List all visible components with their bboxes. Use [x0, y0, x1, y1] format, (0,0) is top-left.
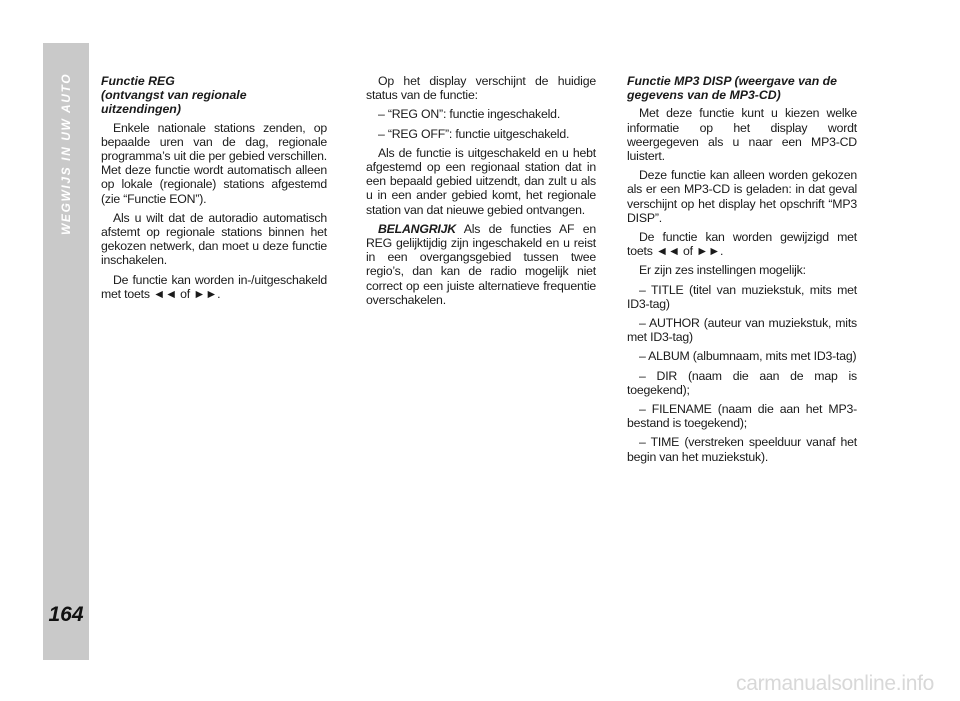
page-number: 164	[48, 603, 84, 626]
list-item: – “REG ON”: functie ingeschakeld.	[378, 107, 561, 122]
reg-heading	[101, 74, 327, 117]
reg-heading-line1: Functie REG	[101, 74, 175, 88]
paragraph: Deze functie kan alleen worden gekozen als er een MP3-CD is geladen: in dat geval verschijnt op het display het opschrift “MP3 DISP”.	[627, 168, 857, 225]
list-item: – DIR (naam die aan de map is toegekend);	[627, 368, 857, 397]
section-title: WEGWIJS IN UW AUTO	[59, 73, 73, 236]
column-middle	[366, 74, 596, 312]
paragraph: Op het display verschijnt de huidige status van de functie:	[366, 74, 596, 103]
list-item: – FILENAME (naam die aan het MP3-bestand is toegekend);	[627, 402, 857, 431]
paragraph: Als u wilt dat de autoradio automatisch afstemt op regionale stations binnen het gekozen netwerk, dan moet u deze functie inschakelen.	[101, 210, 327, 268]
paragraph: Er zijn zes instellingen mogelijk:	[639, 263, 806, 278]
mp3-disp-heading: Functie MP3 DISP (weergave van de gegevens van de MP3-CD)	[627, 74, 838, 103]
important-text: Als de functies AF en REG gelijktijdig zijn ingeschakeld en u reist in een overgangsgebied tussen twee regio’s, dan kan de radio mogelijk niet correct op een juiste alternatieve frequentie overschakelen.	[366, 221, 596, 307]
important-label: BELANGRIJK	[378, 221, 456, 236]
reg-heading-line2: (ontvangst van regionale uitzendingen)	[101, 88, 247, 117]
list-item: – “REG OFF”: functie uitgeschakeld.	[378, 126, 570, 141]
list-item: – AUTHOR (auteur van muziekstuk, mits met ID3-tag)	[627, 316, 857, 345]
paragraph: De functie kan worden gewijzigd met toets ◄◄ of ►►.	[627, 230, 857, 259]
list-item: – TIME (verstreken speelduur vanaf het begin van het muziekstuk).	[627, 435, 857, 464]
column-right	[627, 74, 857, 469]
paragraph: Als de functie is uitgeschakeld en u hebt afgestemd op een regionaal station dat in een bepaald gebied uitzendt, dan zult u als u in een ander gebied komt, het regionale station van dat nieuwe gebied ontvangen.	[366, 145, 596, 217]
watermark: carmanualsonline.info	[736, 672, 934, 695]
paragraph: De functie kan worden in-/uitgeschakeld met toets ◄◄ of ►►.	[101, 272, 327, 301]
paragraph: Met deze functie kunt u kiezen welke informatie op het display wordt weergegeven als u naar een MP3-CD luistert.	[627, 106, 857, 164]
important-note	[366, 222, 596, 307]
paragraph: Enkele nationale stations zenden, op bepaalde uren van de dag, regionale programma’s uit die per gebied verschillen. Met deze functie wordt automatisch alleen op lokale (regionale) stations afgestemd (zie “Functie EON”).	[101, 120, 327, 206]
list-item: – ALBUM (albumnaam, mits met ID3-tag)	[639, 349, 857, 364]
sidebar	[43, 43, 89, 660]
list-item: – TITLE (titel van muziekstuk, mits met ID3-tag)	[627, 282, 857, 311]
column-left	[101, 74, 327, 306]
